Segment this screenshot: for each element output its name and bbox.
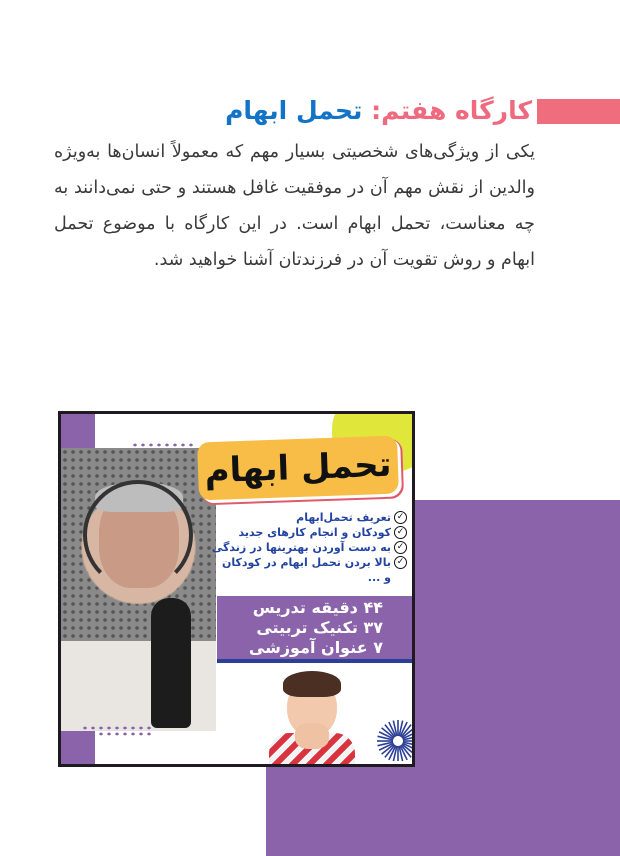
- child-photo: [263, 667, 359, 767]
- poster-title-box: [197, 436, 399, 501]
- sunburst-icon: [374, 717, 415, 761]
- check-circle-icon: ✓: [394, 556, 407, 569]
- photo-shirt: [61, 641, 216, 731]
- poster-stats: [217, 596, 413, 663]
- heading-topic: تحمل ابهام: [225, 96, 363, 125]
- stat-minutes: ۴۴ دقیقه تدریس: [252, 598, 383, 617]
- checklist-item-text: کودکان و انجام کارهای جدید: [238, 526, 391, 539]
- stat-techniques: ۳۷ تکنیک تربیتی: [256, 618, 383, 637]
- poster-checklist: [211, 510, 407, 585]
- headphones-icon: [83, 480, 193, 590]
- child-hands: [295, 723, 329, 749]
- checklist-item: [211, 540, 407, 555]
- workshop-poster: [58, 411, 415, 767]
- heading-prefix: کارگاه هفتم:: [371, 96, 532, 125]
- workshop-description: یکی از ویژگی‌های شخصیتی بسیار مهم که معمولاً انسان‌ها به‌ویژه والدین از نقش مهم آن در موفقیت غافل هستند و حتی نمی‌دانند به چه معناست، تحمل ابهام است. در این کارگاه با موضوع تحمل ابهام و روش تقویت آن در فرزندتان آشنا خواهید شد.: [54, 142, 535, 270]
- checklist-item: [211, 525, 407, 540]
- microphone-icon: [151, 598, 191, 728]
- checklist-item-text: تعریف تحمل‌ابهام: [296, 511, 391, 524]
- checklist-item: [211, 555, 407, 570]
- checklist-item-text: به دست آوردن بهترینها در زندگی: [211, 541, 391, 554]
- workshop-heading: [225, 92, 532, 130]
- checklist-more: و ...: [367, 571, 391, 584]
- corner-square-bottom: [61, 731, 95, 767]
- check-circle-icon: ✓: [394, 526, 407, 539]
- child-hair: [283, 671, 341, 697]
- instructor-photo: [61, 448, 216, 731]
- stat-topics: ۷ عنوان آموزشی: [248, 638, 383, 657]
- check-circle-icon: ✓: [394, 541, 407, 554]
- checklist-item: [211, 510, 407, 525]
- heading-accent-bar: [537, 99, 620, 124]
- check-circle-icon: ✓: [394, 511, 407, 524]
- corner-square-top: [61, 414, 95, 448]
- poster-title: تحمل ابهام: [203, 444, 393, 492]
- checklist-item-text: بالا بردن تحمل ابهام در کودکان: [221, 556, 391, 569]
